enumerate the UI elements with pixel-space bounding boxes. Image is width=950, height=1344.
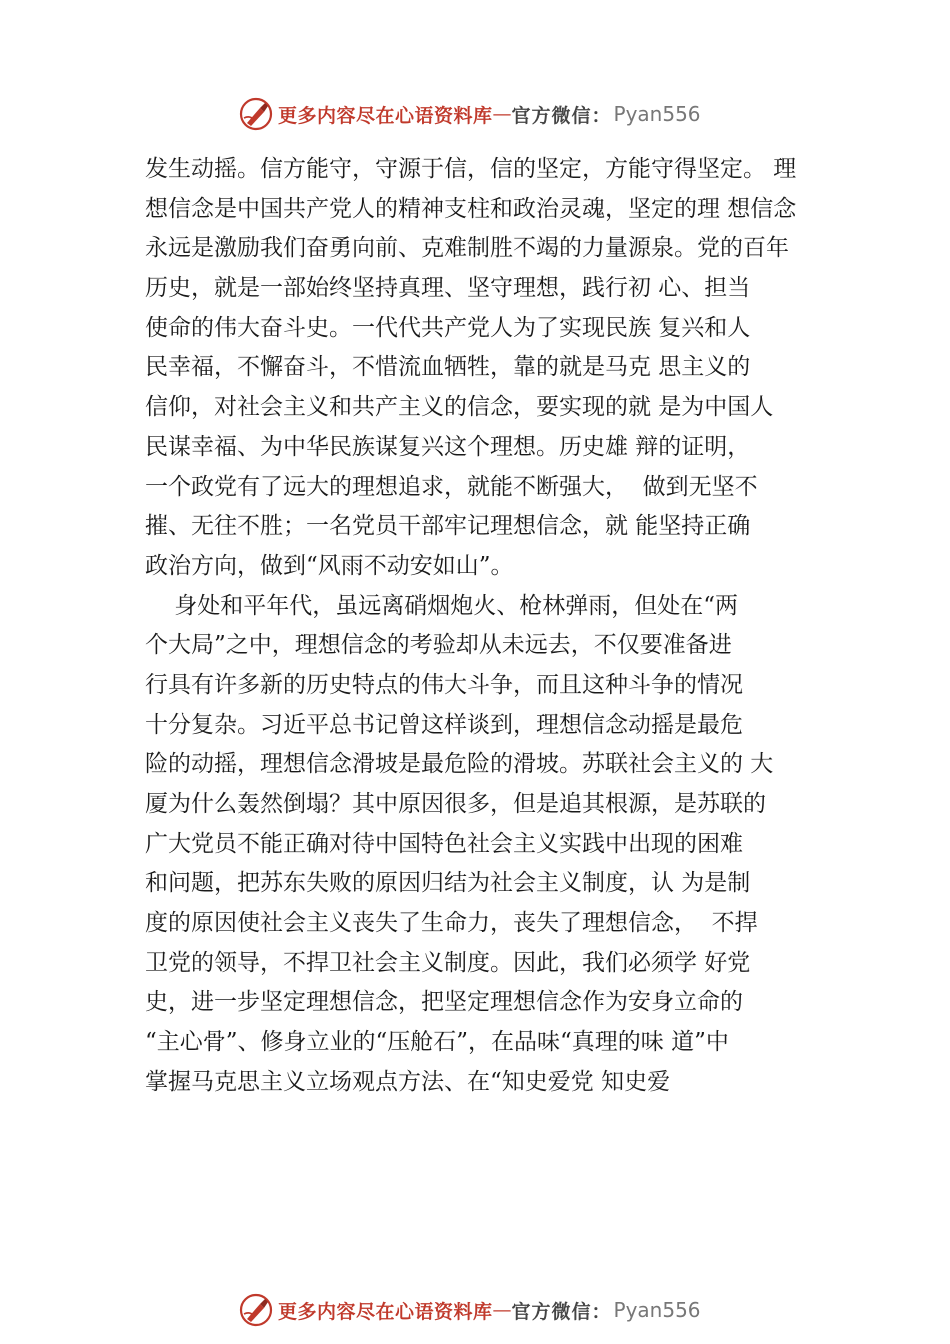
text-line: 险的动摇，理想信念滑坡是最危险的滑坡。苏联社会主义的 大 <box>145 751 774 778</box>
text-line: 一个政党有了远大的理想追求，就能不断强大， 做到无坚不 <box>145 473 758 500</box>
footer-dash: — <box>492 1299 512 1321</box>
text-line: 厦为什么轰然倒塌？其中原因很多，但是追其根源，是苏联的 <box>145 791 766 817</box>
text-line: 信仰，对社会主义和共产主义的信念，要实现的就 是为中国人 <box>145 394 774 421</box>
footer-wechat-label: 官方微信： <box>511 1300 612 1323</box>
document-body <box>145 150 845 1103</box>
footer-brand-text: 更多内容尽在心语资料库 <box>278 1300 493 1323</box>
footer-banner <box>238 1292 701 1328</box>
text-line: 广大党员不能正确对待中国特色社会主义实践中出现的困难 <box>145 830 743 857</box>
text-line: 使命的伟大奋斗史。一代代共产党人为了实现民族 复兴和人 <box>145 314 751 341</box>
header-wechat-id: Pyan556 <box>613 102 701 126</box>
text-line: 卫党的领导，不捍卫社会主义制度。因此，我们必须学 好党 <box>145 949 751 976</box>
text-line: 民谋幸福、为中华民族谋复兴这个理想。历史雄 辩的证明， <box>145 433 751 460</box>
text-line: 政治方向，做到“风雨不动安如山”。 <box>145 552 514 579</box>
header-wechat-label: 官方微信： <box>511 104 612 127</box>
header-dash: — <box>492 103 512 125</box>
text-line: 发生动摇。信方能守，守源于信，信的坚定，方能守得坚定。 理 <box>145 156 797 182</box>
text-line: 想信念是中国共产党人的精神支柱和政治灵魂，坚定的理 想信念 <box>145 195 797 222</box>
text-line: 行具有许多新的历史特点的伟大斗争，而且这种斗争的情况 <box>145 671 743 698</box>
text-line: “主心骨”、修身立业的“压舱石”，在品味“真理的味 道”中 <box>145 1029 729 1056</box>
text-line: 个大局”之中，理想信念的考验却从未远去，不仅要准备进 <box>145 632 732 659</box>
text-line: 身处和平年代，虽远离硝烟炮火、枪林弹雨，但处在“两 <box>145 592 739 619</box>
text-line: 史，进一步坚定理想信念，把坚定理想信念作为安身立命的 <box>145 989 743 1016</box>
pen-logo-icon <box>238 1292 274 1328</box>
text-line: 和问题，把苏东失败的原因归结为社会主义制度，认 为是制 <box>145 870 751 897</box>
text-line: 民幸福，不懈奋斗，不惜流血牺牲，靠的就是马克 思主义的 <box>145 354 751 381</box>
text-line: 历史，就是一部始终坚持真理、坚守理想，践行初 心、担当 <box>145 275 751 302</box>
text-line: 摧、无往不胜；一名党员干部牢记理想信念，就 能坚持正确 <box>145 513 751 540</box>
footer-wechat-id: Pyan556 <box>613 1298 701 1322</box>
text-line: 度的原因使社会主义丧失了生命力，丧失了理想信念， 不捍 <box>145 910 758 937</box>
text-line: 十分复杂。习近平总书记曾这样谈到，理想信念动摇是最危 <box>145 711 743 738</box>
pen-logo-icon <box>238 96 274 132</box>
text-line: 永远是激励我们奋勇向前、克难制胜不竭的力量源泉。党的百年 <box>145 235 789 262</box>
text-line: 掌握马克思主义立场观点方法、在“知史爱党 知史爱 <box>145 1068 671 1095</box>
header-brand-text: 更多内容尽在心语资料库 <box>278 104 493 127</box>
header-banner <box>238 96 701 132</box>
